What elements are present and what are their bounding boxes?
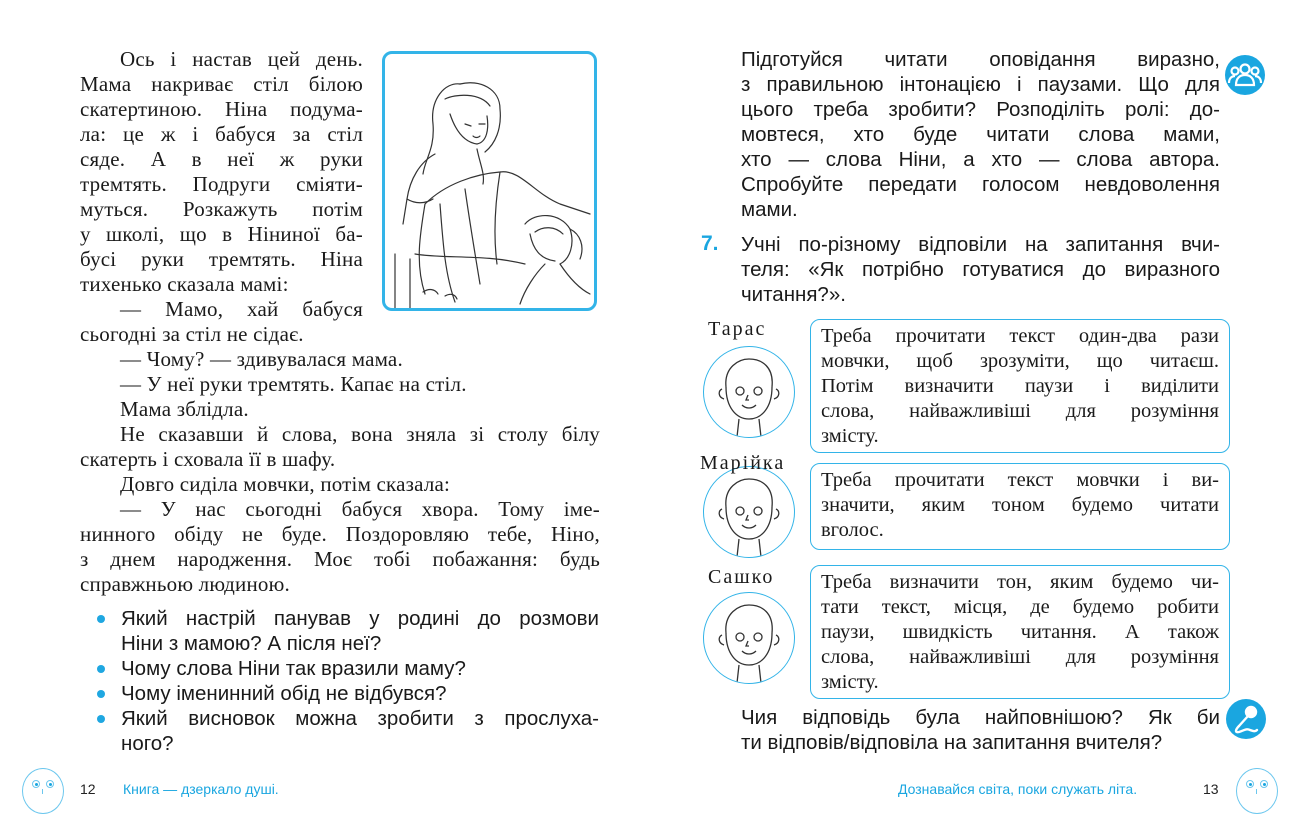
answer-line: Треба прочитати текст один-два рази: [821, 325, 1219, 347]
final-line: ти відповів/відповіла на запитання вчителя?: [741, 731, 1163, 754]
story-line: з днем народження. Моє тобі побажання: будь: [80, 547, 600, 571]
bullet-icon: [97, 615, 105, 623]
answer-line: слова, найважливіші для розуміння: [821, 400, 1219, 422]
question-line: Який висновок можна зробити з прослуха-: [121, 707, 599, 730]
page-number-left: 12: [80, 781, 96, 797]
story-line: — У нас сьогодні бабуся хвора. Тому іме-: [120, 497, 600, 521]
owl-beak-icon: [42, 789, 43, 794]
answer-line: мовчки, щоб зрозуміти, що читаєш.: [821, 350, 1219, 372]
story-line: скатерть і сховала її в шафу.: [80, 447, 336, 471]
avatar-2: [703, 592, 795, 684]
owl-eye-icon: [32, 780, 40, 788]
bullet-icon: [97, 690, 105, 698]
task-number: 7.: [701, 232, 719, 255]
story-line: муться. Розкажуть потім: [80, 197, 363, 221]
story-line: бусі руки тремтять. Ніна: [80, 247, 363, 271]
illustration-mother-and-daughter: [382, 51, 597, 311]
owl-eye-icon: [1246, 780, 1254, 788]
intro-line: мовтеся, хто буде читати слова мами,: [741, 123, 1220, 146]
question-line: Чому іменинний обід не відбувся?: [121, 682, 447, 705]
group-icon: [1225, 55, 1265, 95]
owl-eye-icon: [46, 780, 54, 788]
answer-line: Треба визначити тон, яким будемо чи-: [821, 571, 1219, 593]
answer-line: змісту.: [821, 671, 879, 693]
microphone-icon: [1226, 699, 1266, 739]
owl-eye-icon: [1260, 780, 1268, 788]
story-line: сяде. А в неї ж руки: [80, 147, 363, 171]
avatar-0: [703, 346, 795, 438]
task-line: читання?».: [741, 283, 846, 306]
child-face-icon: [704, 467, 794, 557]
student-name: Марійка: [700, 452, 786, 474]
story-line: Мама накриває стіл білою: [80, 72, 363, 96]
bullet-icon: [97, 715, 105, 723]
question-line: Ніни з мамою? А після неї?: [121, 632, 382, 655]
question-line: Який настрій панував у родині до розмови: [121, 607, 599, 630]
answer-line: вголос.: [821, 519, 884, 541]
task-line: теля: «Як потрібно готуватися до виразного: [741, 258, 1220, 281]
intro-line: Спробуйте передати голосом невдоволення: [741, 173, 1220, 196]
question-line: Чому слова Ніни так вразили маму?: [121, 657, 466, 680]
bullet-icon: [97, 665, 105, 673]
answer-bubble: [810, 319, 1230, 453]
child-face-icon: [704, 347, 794, 437]
answer-line: Треба прочитати текст мовчки і ви-: [821, 469, 1219, 491]
answer-line: паузи, швидкість читання. А також: [821, 621, 1219, 643]
answer-line: значити, яким тоном будемо читати: [821, 494, 1219, 516]
page-number-right: 13: [1203, 781, 1219, 797]
footer-motto-left: Книга — дзеркало душі.: [123, 781, 279, 797]
answer-line: слова, найважливіші для розуміння: [821, 646, 1219, 668]
intro-line: мами.: [741, 198, 798, 221]
final-line: Чия відповідь була найповнішою? Як би: [741, 706, 1220, 729]
story-line: Довго сиділа мовчки, потім сказала:: [120, 472, 451, 496]
footer-motto-right: Дознавайся світа, поки служать літа.: [898, 781, 1138, 797]
answer-line: тати текст, місця, де будемо робити: [821, 596, 1219, 618]
story-line: скатертиною. Ніна подума-: [80, 97, 363, 121]
intro-line: з правильною інтонацією і паузами. Що для: [741, 73, 1220, 96]
story-line: — Мамо, хай бабуся: [120, 297, 363, 321]
story-line: тихенько сказала мамі:: [80, 272, 289, 296]
intro-line: Підготуйся читати оповідання виразно,: [741, 48, 1220, 71]
story-line: — Чому? — здивувалася мама.: [120, 347, 403, 371]
student-name: Тарас: [708, 318, 767, 340]
story-line: нинного обіду не буде. Поздоровляю тебе, Ніно,: [80, 522, 600, 546]
story-line: у школі, що в Ніниної ба-: [80, 222, 363, 246]
story-line: сьогодні за стіл не сідає.: [80, 322, 304, 346]
child-face-icon: [704, 593, 794, 683]
owl-icon: [1236, 768, 1278, 814]
story-line: ла: це ж і бабуся за стіл: [80, 122, 363, 146]
owl-icon: [22, 768, 64, 814]
answer-bubble: [810, 565, 1230, 699]
intro-line: хто — слова Ніни, а хто — слова автора.: [741, 148, 1220, 171]
tablecloth-illustration-icon: [385, 54, 594, 308]
task-line: Учні по-різному відповіли на запитання вчи-: [741, 233, 1220, 256]
story-line: — У неї руки тремтять. Капає на стіл.: [120, 372, 467, 396]
answer-line: Потім визначити паузи і виділити: [821, 375, 1219, 397]
answer-line: змісту.: [821, 425, 879, 447]
story-line: Ось і настав цей день.: [120, 47, 363, 71]
student-name: Сашко: [708, 566, 775, 588]
avatar-1: [703, 466, 795, 558]
story-line: тремтять. Подруги сміяти-: [80, 172, 363, 196]
owl-beak-icon: [1256, 789, 1257, 794]
story-line: справжньою людиною.: [80, 572, 290, 596]
story-line: Не сказавши й слова, вона зняла зі столу білу: [120, 422, 600, 446]
question-line: ного?: [121, 732, 174, 755]
answer-bubble: [810, 463, 1230, 550]
story-line: Мама зблідла.: [120, 397, 249, 421]
intro-line: цього треба зробити? Розподіліть ролі: до-: [741, 98, 1220, 121]
